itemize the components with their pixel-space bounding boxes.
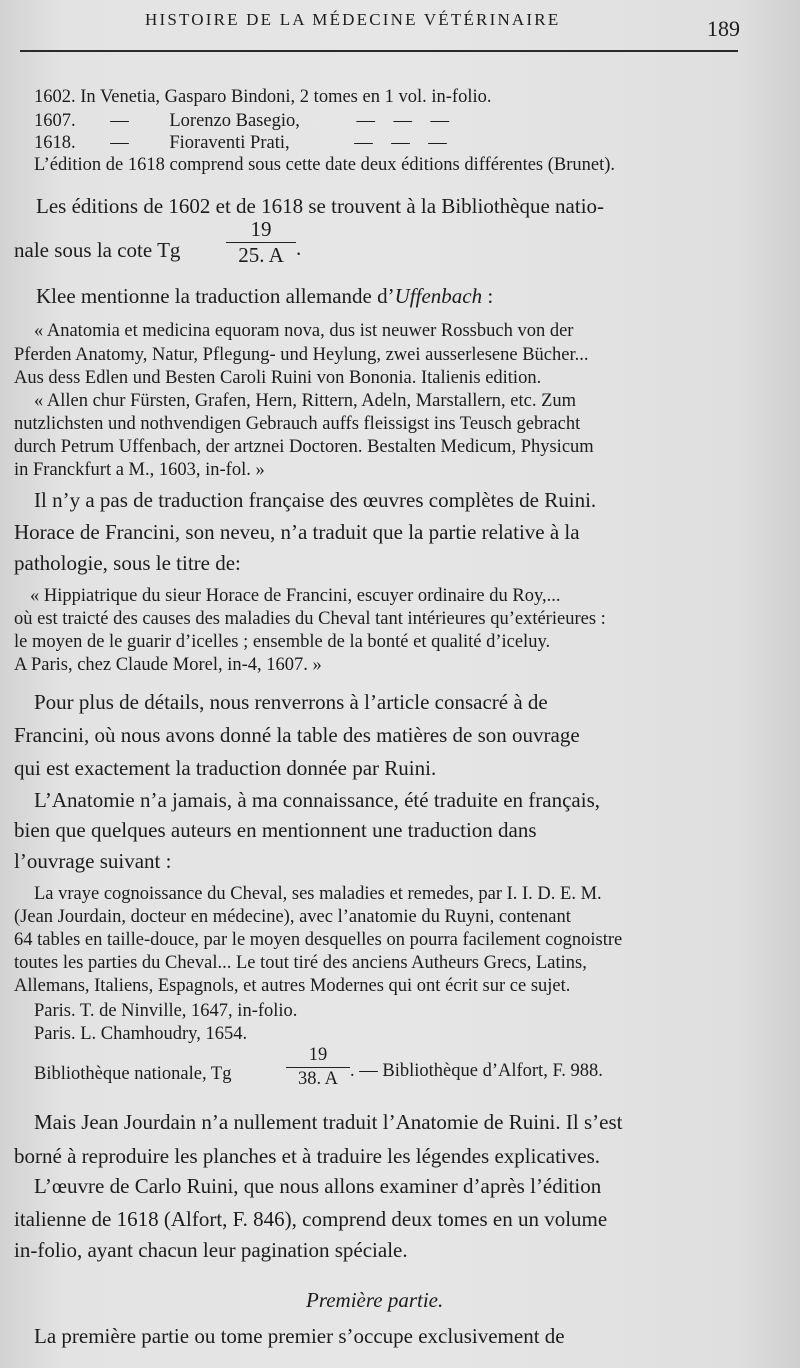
paragraph-line: Pour plus de détails, nous renverrons à l’article consacré à de [34, 690, 548, 714]
publisher-line: Paris. T. de Ninville, 1647, in-folio. [34, 1001, 298, 1021]
shelfmark-fraction [286, 1046, 350, 1088]
quote-line: Aus dess Edlen und Besten Caroli Ruini von Bononia. Italienis edition. [14, 368, 542, 388]
edition-1618 [34, 134, 447, 153]
quote-line: toutes les parties du Cheval... Le tout tiré des anciens Autheurs Grecs, Latins, [14, 953, 587, 973]
publisher-line: Paris. L. Chamhoudry, 1654. [34, 1024, 248, 1044]
period: . [296, 236, 302, 260]
paragraph-line: Il n’y a pas de traduction française des œuvres complètes de Ruini. [34, 488, 597, 512]
paragraph-line: Les éditions de 1602 et de 1618 se trouvent à la Bibliothèque natio- [36, 194, 605, 218]
quote-line: nutzlichsten und nothvendigen Gebrauch auffs fleissigst ins Teusch gebracht [14, 414, 581, 434]
section-heading: Première partie. [306, 1288, 444, 1312]
library-line [34, 1065, 231, 1084]
fraction-denominator: 38. A [297, 1068, 339, 1089]
quote-line: 64 tables en taille-douce, par le moyen desquelles on pourra facilement cognoistre [14, 930, 623, 950]
ditto-dashes: — — — [356, 111, 449, 131]
bn-prefix: Bibliothèque nationale, Tg [34, 1064, 232, 1084]
header-rule [20, 50, 738, 52]
paragraph-line [14, 240, 180, 261]
quote-line: A Paris, chez Claude Morel, in-4, 1607. » [14, 655, 322, 675]
paragraph-line: Mais Jean Jourdain n’a nullement traduit l’Anatomie de Ruini. Il s’est [34, 1110, 623, 1134]
paragraph-line: in-folio, ayant chacun leur pagination spéciale. [14, 1238, 408, 1262]
quote-line: le moyen de le guarir d’icelles ; ensemble de la bonté et qualité d’iceluy. [14, 632, 551, 652]
paragraph-line: qui est exactement la traduction donnée par Ruini. [14, 756, 437, 780]
fraction-numerator: 19 [250, 217, 272, 241]
paragraph-line: italienne de 1618 (Alfort, F. 846), comprend deux tomes en un volume [14, 1207, 608, 1231]
quote-line: Pferden Anatomy, Natur, Pflegung- und Heylung, zwei ausserlesene Bücher... [14, 345, 589, 365]
quote-line: « Allen chur Fürsten, Grafen, Hern, Rittern, Adeln, Marstallern, etc. Zum [34, 391, 577, 411]
page-number: 189 [707, 16, 740, 41]
edition-1607 [34, 112, 449, 131]
edition-note: L’édition de 1618 comprend sous cette date deux éditions différentes (Brunet). [34, 155, 616, 175]
paragraph-line: borné à reproduire les planches et à traduire les légendes explicatives. [14, 1144, 601, 1168]
ditto-dash: — [110, 133, 129, 153]
quote-line: durch Petrum Uffenbach, der artznei Doctoren. Bestalten Medicum, Physicum [14, 437, 594, 457]
shelfmark-fraction [226, 219, 296, 266]
paragraph-line: Francini, où nous avons donné la table des matières de son ouvrage [14, 723, 580, 747]
edition-year: 1618. [34, 133, 76, 153]
edition-printer: Fioraventi Prati, [169, 133, 290, 153]
fraction-numerator: 19 [308, 1045, 328, 1065]
paragraph-line: bien que quelques auteurs en mentionnent une traduction dans [14, 818, 537, 842]
quote-line: in Franckfurt a M., 1603, in-fol. » [14, 460, 265, 480]
paragraph-line: L’Anatomie n’a jamais, à ma connaissance, été traduite en français, [34, 788, 600, 812]
page-header [0, 0, 800, 60]
edition-text: In Venetia, Gasparo Bindoni, 2 tomes en 1 vol. in-folio. [80, 87, 492, 107]
alfort-suffix: . — Bibliothèque d’Alfort, F. 988. [350, 1061, 603, 1081]
edition-1602 [34, 88, 491, 107]
ditto-dash: — [110, 111, 129, 131]
running-title: HISTOIRE DE LA MÉDECINE VÉTÉRINAIRE [145, 10, 561, 29]
paragraph-line: Horace de Francini, son neveu, n’a traduit que la partie relative à la [14, 520, 580, 544]
paragraph-line: pathologie, sous le titre de: [14, 551, 241, 575]
edition-printer: Lorenzo Basegio, [169, 111, 300, 131]
edition-year: 1607. [34, 111, 76, 131]
quote-line: La vraye cognoissance du Cheval, ses maladies et remedes, par I. I. D. E. M. [34, 884, 602, 904]
quote-line: « Anatomia et medicina equoram nova, dus ist neuwer Rossbuch von der [34, 321, 574, 341]
paragraph-line: La première partie ou tome premier s’occupe exclusivement de [34, 1324, 565, 1348]
quote-line: où est traicté des causes des maladies du Cheval tant intérieures qu’extérieures : [14, 609, 606, 629]
edition-year: 1602. [34, 87, 76, 107]
klee-text: Klee mentionne la traduction allemande d’ [36, 284, 395, 308]
fraction-denominator: 25. A [238, 243, 284, 267]
paragraph-line: l’ouvrage suivant : [14, 849, 172, 873]
uffenbach-name: Uffenbach [394, 284, 483, 308]
quote-line: Allemans, Italiens, Espagnols, et autres Modernes qui ont écrit sur ce sujet. [14, 976, 571, 996]
klee-line [36, 286, 493, 307]
cote-prefix: nale sous la cote Tg [14, 238, 181, 262]
paragraph-line: L’œuvre de Carlo Ruini, que nous allons examiner d’après l’édition [34, 1174, 602, 1198]
quote-line: (Jean Jourdain, docteur en médecine), avec l’anatomie du Ruyni, contenant [14, 907, 571, 927]
quote-line: « Hippiatrique du sieur Horace de Francini, escuyer ordinaire du Roy,... [30, 586, 561, 606]
klee-colon: : [482, 284, 494, 308]
ditto-dashes: — — — [354, 133, 447, 153]
fraction-bar [286, 1067, 350, 1068]
